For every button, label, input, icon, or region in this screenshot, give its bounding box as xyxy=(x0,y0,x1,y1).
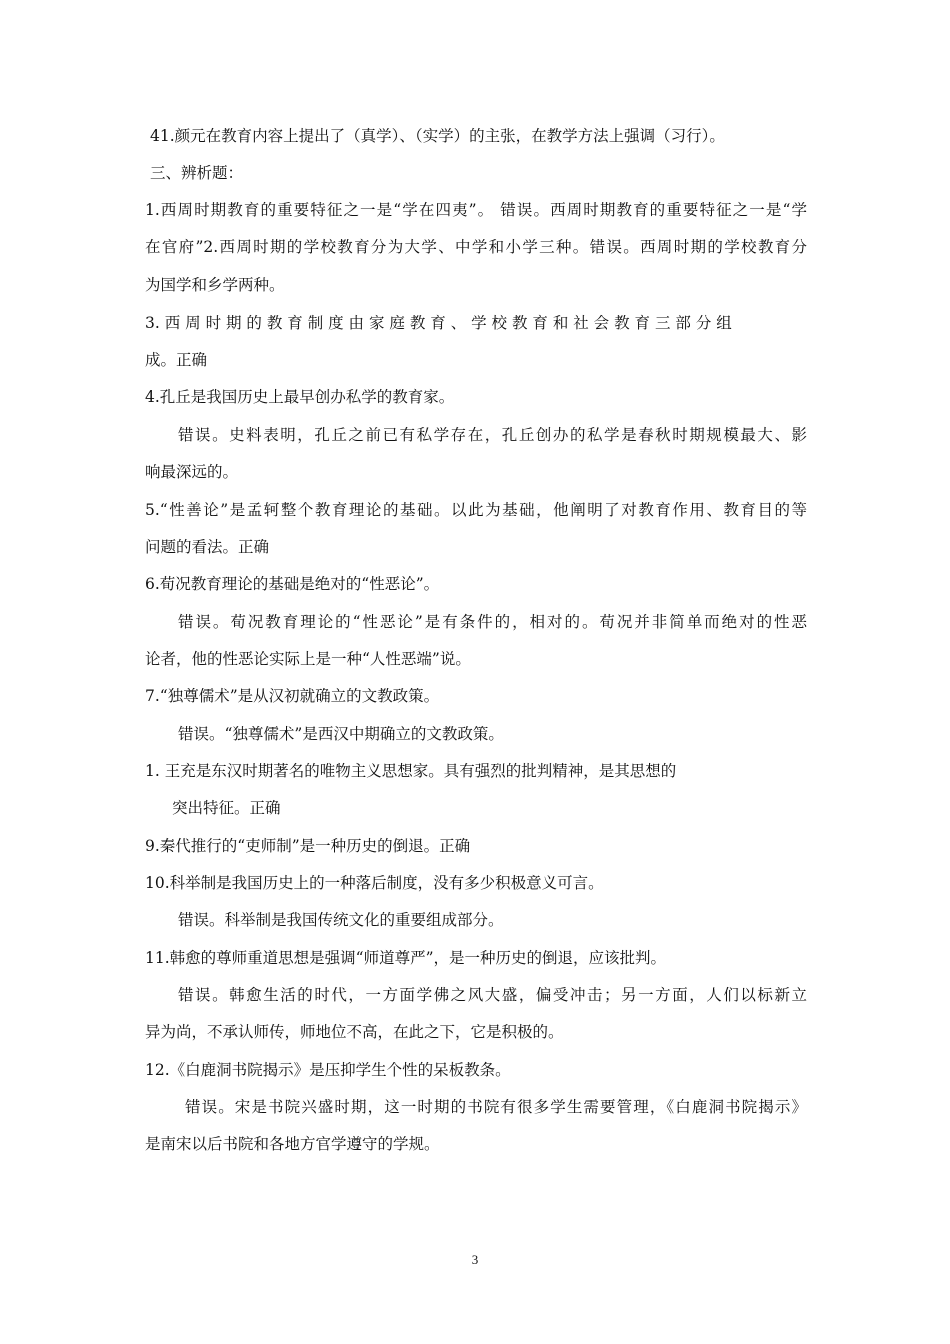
text-line: 12.《白鹿洞书院揭示》是压抑学生个性的呆板教条。 xyxy=(145,1061,511,1079)
text-line: 异为尚，不承认师传，师地位不高，在此之下，它是积极的。 xyxy=(145,1023,564,1041)
text-line: 6.荀况教育理论的基础是绝对的“性恶论”。 xyxy=(145,575,440,593)
text-line: 错误。“独尊儒术”是西汉中期确立的文教政策。 xyxy=(178,725,504,743)
text-line: 5.“性善论”是孟轲整个教育理论的基础。以此为基础，他阐明了对教育作用、教育目的等 xyxy=(145,501,807,519)
text-line: 11.韩愈的尊师重道思想是强调“师道尊严”，是一种历史的倒退，应该批判。 xyxy=(145,949,667,967)
text-line: 错误。史料表明，孔丘之前已有私学存在，孔丘创办的私学是春秋时期规模最大、影 xyxy=(178,426,807,444)
text-line: 1.西周时期教育的重要特征之一是“学在四夷”。 错误。西周时期教育的重要特征之一是“学 xyxy=(145,201,807,219)
text-line: 错误。韩愈生活的时代，一方面学佛之风大盛，偏受冲击；另一方面，人们以标新立 xyxy=(178,986,807,1004)
text-line: 是南宋以后书院和各地方官学遵守的学规。 xyxy=(145,1135,440,1153)
section-heading: 三、辨析题： xyxy=(150,164,244,182)
text-line: 4.孔丘是我国历史上最早创办私学的教育家。 xyxy=(145,388,455,406)
text-line: 论者，他的性恶论实际上是一种“人性恶端”说。 xyxy=(145,650,471,668)
text-line: 41.颜元在教育内容上提出了（真学）、（实学）的主张，在教学方法上强调（习行）。 xyxy=(150,127,725,145)
text-line: 问题的看法。正确 xyxy=(145,538,270,556)
page-number: 3 xyxy=(471,1252,479,1267)
text-line: 响最深远的。 xyxy=(145,463,239,481)
text-line: 错误。宋是书院兴盛时期，这一时期的书院有很多学生需要管理，《白鹿洞书院揭示》 xyxy=(185,1098,807,1116)
text-line: 为国学和乡学两种。 xyxy=(145,276,285,294)
text-line: 错误。科举制是我国传统文化的重要组成部分。 xyxy=(178,911,504,929)
text-line: 成。正确 xyxy=(145,351,208,369)
text-line: 7.“独尊儒术”是从汉初就确立的文教政策。 xyxy=(145,687,440,705)
text-line: 在官府”2.西周时期的学校教育分为大学、中学和小学三种。错误。西周时期的学校教育分 xyxy=(145,238,807,256)
text-line: 3. 西 周 时 期 的 教 育 制 度 由 家 庭 教 育 、 学 校 教 育 和 社 会 教 育 三 部 分 组 xyxy=(145,314,732,332)
text-line: 9.秦代推行的“吏师制”是一种历史的倒退。正确 xyxy=(145,837,471,855)
text-line: 10.科举制是我国历史上的一种落后制度，没有多少积极意义可言。 xyxy=(145,874,604,892)
text-line: 1. 王充是东汉时期著名的唯物主义思想家。具有强烈的批判精神，是其思想的 xyxy=(145,762,677,780)
text-line: 突出特征。正确 xyxy=(172,799,281,817)
text-line: 错误。荀况教育理论的“性恶论”是有条件的，相对的。荀况并非简单而绝对的性恶 xyxy=(178,613,807,631)
